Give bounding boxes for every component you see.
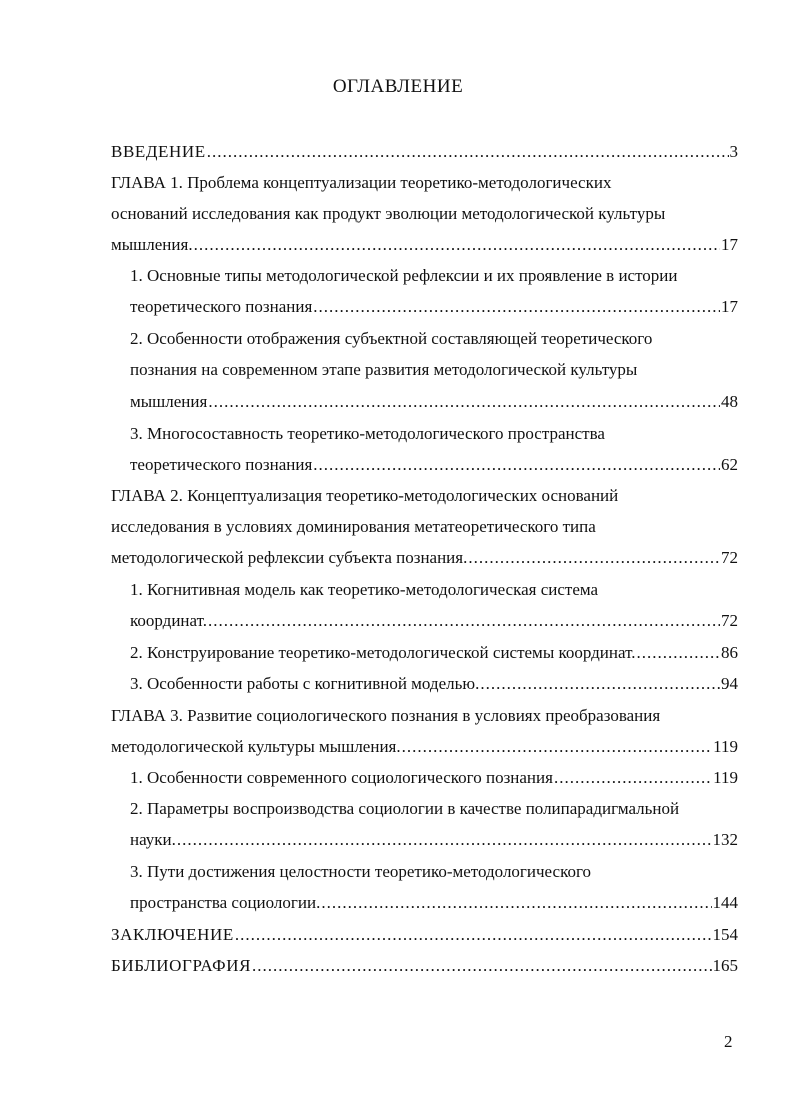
dot-leader [207, 140, 729, 164]
toc-section-1-3-last-line[interactable] [130, 453, 738, 477]
toc-entry-text: ВВЕДЕНИЕ [111, 142, 206, 161]
toc-page-number: 165 [712, 956, 738, 975]
toc-section-3-3-last-line[interactable] [130, 891, 738, 915]
toc-page-number: 72 [721, 548, 738, 567]
toc-page-number: 17 [721, 235, 738, 254]
toc-page-number: 132 [712, 830, 738, 849]
dot-leader [554, 766, 712, 790]
dot-leader [480, 672, 720, 696]
toc-section-1-3-line1[interactable]: 3. Многосоставность теоретико-методологического пространства [130, 424, 605, 443]
toc-entry-text: теоретического познания [130, 455, 313, 474]
toc-page-number: 62 [721, 455, 738, 474]
toc-page-number: 3 [729, 142, 738, 161]
toc-chapter2-line2[interactable]: исследования в условиях доминирования метатеоретического типа [111, 517, 596, 536]
page-title: ОГЛАВЛЕНИЕ [332, 76, 464, 97]
dot-leader [235, 923, 712, 947]
toc-entry-text: мышления. [111, 235, 193, 254]
toc-entry-text: БИБЛИОГРАФИЯ [111, 956, 252, 975]
toc-entry-text: науки. [130, 830, 176, 849]
dot-leader [252, 954, 711, 978]
toc-page-number: 119 [713, 737, 738, 756]
toc-entry-text: мышления [130, 392, 208, 411]
toc-entry-intro[interactable] [111, 140, 738, 164]
toc-chapter1-line1[interactable]: ГЛАВА 1. Проблема концептуализации теоретико-методологических [111, 173, 612, 192]
toc-entry-text: ЗАКЛЮЧЕНИЕ [111, 925, 234, 944]
toc-chapter1-last-line[interactable] [111, 233, 738, 257]
dot-leader [194, 233, 720, 257]
toc-chapter3-last-line[interactable] [111, 735, 738, 759]
toc-page-number: 154 [712, 925, 738, 944]
toc-section-1-2-line2[interactable]: познания на современном этапе развития методологической культуры [130, 360, 638, 379]
toc-entry-text: теоретического познания [130, 297, 313, 316]
toc-page-number: 144 [712, 893, 738, 912]
toc-page-number: 94 [721, 674, 738, 693]
toc-entry-text: 2. Конструирование теоретико-методологической системы координат. [130, 643, 636, 662]
toc-section-1-1-last-line[interactable] [130, 295, 738, 319]
toc-entry-bibliography[interactable] [111, 954, 738, 978]
toc-entry-text: методологической культуры мышления. [111, 737, 401, 756]
toc-section-3-3-line1[interactable]: 3. Пути достижения целостности теоретико-методологического [130, 862, 592, 881]
dot-leader [313, 453, 720, 477]
toc-page-number: 119 [713, 768, 738, 787]
toc-entry-text: координат. [130, 611, 208, 630]
page-footer-number: 2 [724, 1032, 733, 1051]
toc-chapter3-line1[interactable]: ГЛАВА 3. Развитие социологического познания в условиях преобразования [111, 706, 661, 725]
toc-page-number: 86 [721, 643, 738, 662]
toc-section-2-1-last-line[interactable] [130, 609, 738, 633]
toc-entry-conclusion[interactable] [111, 923, 738, 947]
dot-leader [321, 891, 711, 915]
toc-section-2-3[interactable] [130, 672, 738, 696]
dot-leader [208, 609, 720, 633]
toc-chapter2-line1[interactable]: ГЛАВА 2. Концептуализация теоретико-методологических оснований [111, 486, 619, 505]
toc-section-1-1-line1[interactable]: 1. Основные типы методологической рефлексии и их проявление в истории [130, 266, 678, 285]
toc-entry-text: пространства социологии. [130, 893, 321, 912]
dot-leader [208, 390, 720, 414]
toc-page-number: 72 [721, 611, 738, 630]
dot-leader [402, 735, 713, 759]
toc-section-1-2-line1[interactable]: 2. Особенности отображения субъектной составляющей теоретического [130, 329, 653, 348]
toc-chapter2-last-line[interactable] [111, 546, 738, 570]
toc-section-3-2-last-line[interactable] [130, 828, 738, 852]
toc-page-number: 48 [721, 392, 738, 411]
toc-page-number: 17 [721, 297, 738, 316]
toc-section-3-2-line1[interactable]: 2. Параметры воспроизводства социологии в качестве полипарадигмальной [130, 799, 680, 818]
toc-section-1-2-last-line[interactable] [130, 390, 738, 414]
toc-entry-text: 3. Особенности работы с когнитивной моделью. [130, 674, 480, 693]
toc-entry-text: 1. Особенности современного социологического познания [130, 768, 553, 787]
toc-entry-text: методологической рефлексии субъекта познания. [111, 548, 468, 567]
dot-leader [313, 295, 720, 319]
toc-section-2-1-line1[interactable]: 1. Когнитивная модель как теоретико-методологическая система [130, 580, 599, 599]
toc-section-3-1[interactable] [130, 766, 738, 790]
dot-leader [637, 641, 720, 665]
toc-section-2-2[interactable] [130, 641, 738, 665]
toc-chapter1-line2[interactable]: оснований исследования как продукт эволюции методологической культуры [111, 204, 666, 223]
dot-leader [177, 828, 712, 852]
dot-leader [468, 546, 720, 570]
